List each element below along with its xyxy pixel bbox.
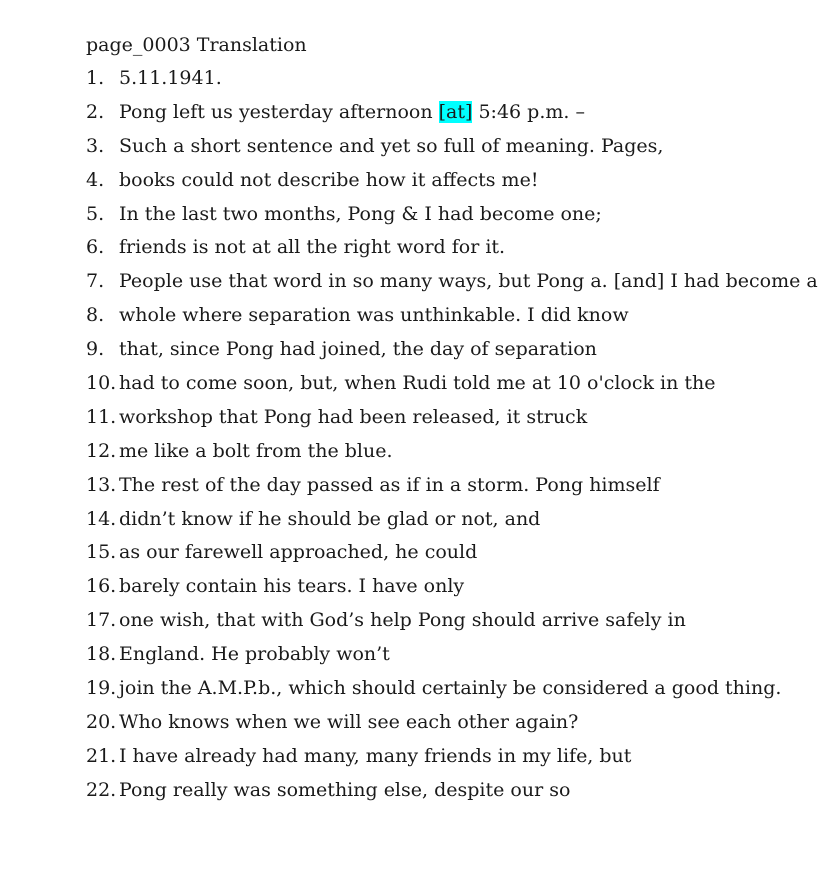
line-item <box>86 740 806 774</box>
line-number: 20. <box>86 710 117 733</box>
line-item <box>86 503 806 537</box>
line-text: I have already had many, many friends in my life, but <box>119 744 632 767</box>
line-number: 11. <box>86 405 117 428</box>
line-item <box>86 333 806 367</box>
line-text: had to come soon, but, when Rudi told me at 10 o'clock in the <box>119 372 716 395</box>
line-text-after: 5:46 p.m. – <box>472 100 585 123</box>
line-text <box>119 96 585 130</box>
line-item <box>86 638 806 672</box>
line-number: 18. <box>86 643 117 666</box>
line-item <box>86 62 806 96</box>
line-number: 3. <box>86 134 105 157</box>
line-text: barely contain his tears. I have only <box>119 575 465 598</box>
line-item <box>86 604 806 638</box>
line-item <box>86 435 806 469</box>
line-text: join the A.M.P.b., which should certainly be considered a good thing. <box>119 677 782 700</box>
line-item <box>86 401 806 435</box>
line-item <box>86 198 806 232</box>
line-text: Such a short sentence and yet so full of meaning. Pages, <box>119 134 664 157</box>
line-number: 7. <box>86 270 105 293</box>
line-item <box>86 231 806 265</box>
line-item <box>86 265 818 299</box>
line-number: 10. <box>86 372 117 395</box>
line-number: 19. <box>86 677 117 700</box>
line-item <box>86 299 806 333</box>
line-text-before: Pong left us yesterday afternoon <box>119 100 439 123</box>
line-text: friends is not at all the right word for it. <box>119 236 506 259</box>
line-text: 5.11.1941. <box>119 67 222 89</box>
line-text: me like a bolt from the blue. <box>119 439 393 462</box>
line-text: People use that word in so many ways, but Pong a. [and] I had become a <box>119 270 818 293</box>
line-number: 17. <box>86 609 117 632</box>
line-item <box>86 164 806 198</box>
line-text: Who knows when we will see each other again? <box>119 710 579 733</box>
line-text: England. He probably won’t <box>119 643 390 666</box>
line-text: didn’t know if he should be glad or not, and <box>119 507 541 530</box>
line-number: 1. <box>86 67 105 89</box>
document-title: page_0003 Translation <box>86 34 307 56</box>
line-number: 4. <box>86 168 105 191</box>
line-item <box>86 96 806 130</box>
line-number: 5. <box>86 202 105 225</box>
line-item <box>86 469 806 503</box>
line-item <box>86 130 806 164</box>
line-item <box>86 570 806 604</box>
line-text: Pong really was something else, despite our so <box>119 778 571 801</box>
line-text: one wish, that with God’s help Pong should arrive safely in <box>119 609 686 632</box>
line-number: 8. <box>86 304 105 327</box>
line-number: 21. <box>86 744 117 767</box>
line-number: 15. <box>86 541 117 564</box>
line-text: that, since Pong had joined, the day of separation <box>119 338 597 361</box>
line-number: 16. <box>86 575 117 598</box>
line-number: 2. <box>86 100 105 123</box>
line-text: whole where separation was unthinkable. I did know <box>119 304 629 327</box>
line-number: 22. <box>86 778 117 801</box>
line-number: 12. <box>86 439 117 462</box>
line-text: workshop that Pong had been released, it struck <box>119 405 588 428</box>
line-number: 14. <box>86 507 117 530</box>
highlighted-text: [at] <box>438 100 473 123</box>
line-item <box>86 672 806 706</box>
line-item <box>86 367 806 401</box>
line-text: The rest of the day passed as if in a storm. Pong himself <box>119 473 660 496</box>
line-number: 6. <box>86 236 105 259</box>
line-item <box>86 774 806 808</box>
line-number: 9. <box>86 338 105 361</box>
line-item <box>86 706 806 740</box>
document-page <box>86 28 818 808</box>
line-item <box>86 536 806 570</box>
line-text: as our farewell approached, he could <box>119 541 478 564</box>
line-number: 13. <box>86 473 117 496</box>
line-text: books could not describe how it affects me! <box>119 168 539 191</box>
line-list <box>86 62 818 808</box>
line-text: In the last two months, Pong & I had become one; <box>119 202 602 225</box>
